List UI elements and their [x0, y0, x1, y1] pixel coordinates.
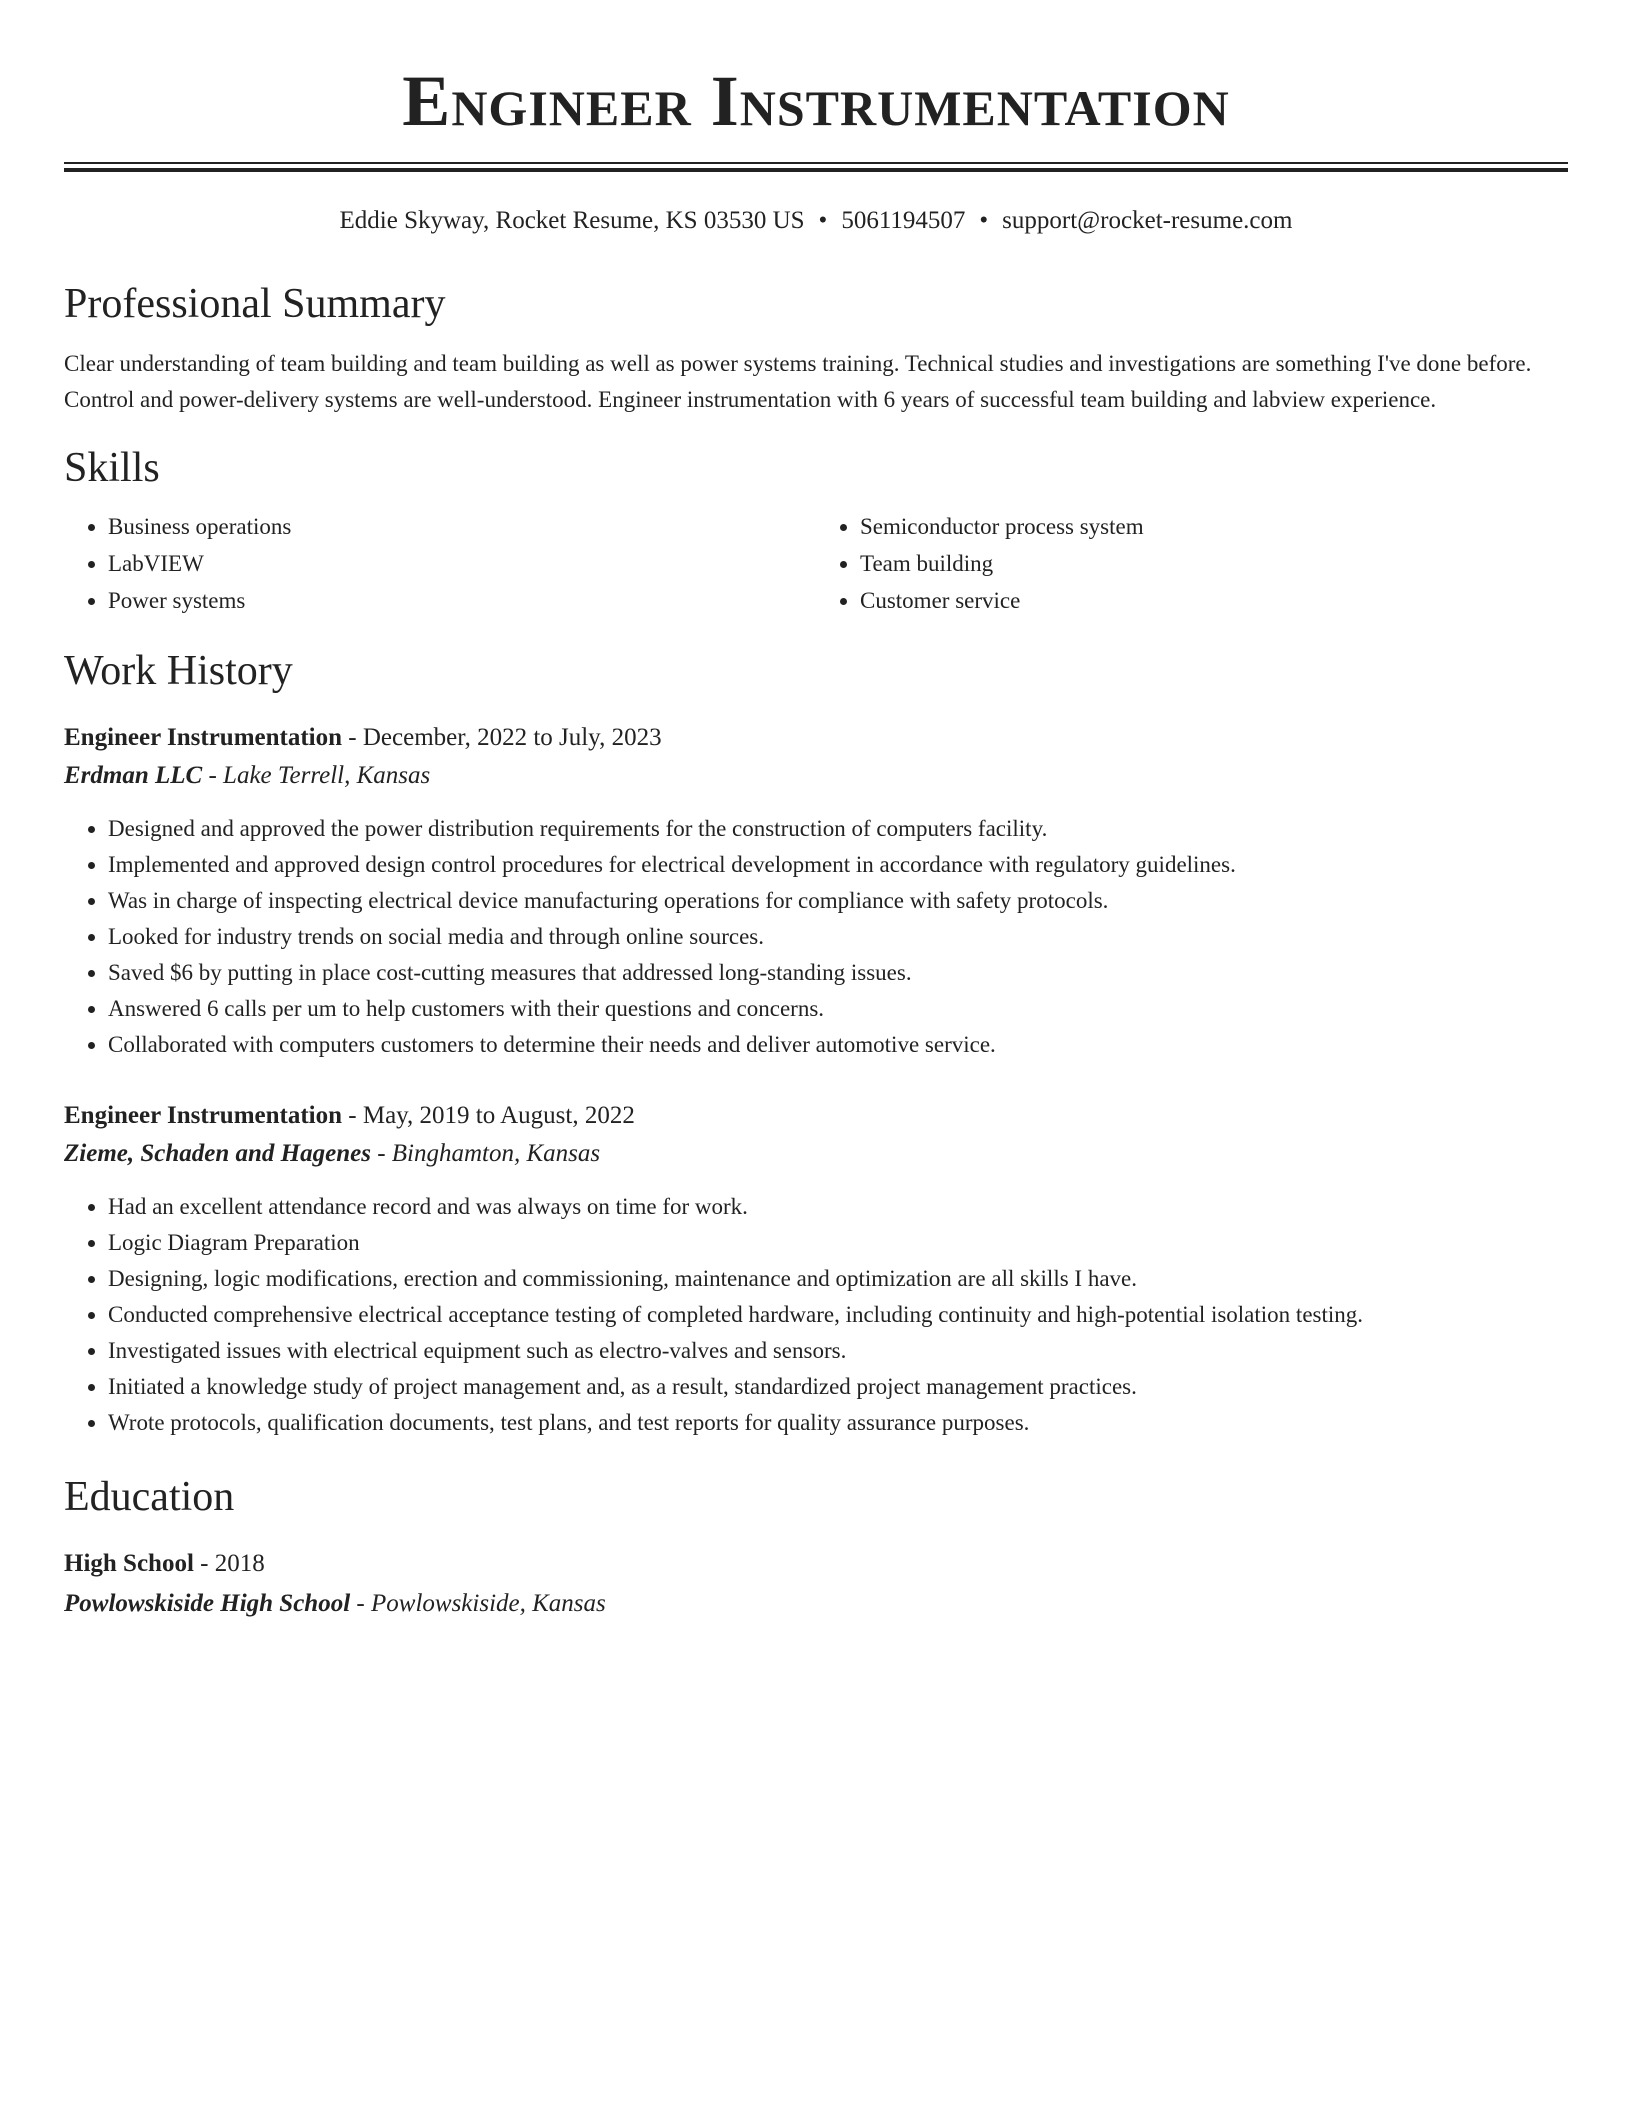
resume-page	[64, 0, 1568, 1623]
job-location: - Binghamton, Kansas	[370, 1140, 601, 1167]
skill-item: • Customer service	[860, 582, 1568, 619]
job-dates: - May, 2019 to August, 2022	[342, 1102, 635, 1129]
job-bullet: • Was in charge of inspecting electrical device manufacturing operations for compliance with safety protocols.	[108, 883, 1568, 919]
job-company-line	[64, 757, 1568, 795]
job-company-line	[64, 1135, 1568, 1173]
title-divider	[64, 162, 1568, 172]
job-bullet: • Implemented and approved design control procedures for electrical development in accordance with regulatory guidelines.	[108, 847, 1568, 883]
job-bullet: • Investigated issues with electrical equipment such as electro-valves and sensors.	[108, 1333, 1568, 1369]
section-heading-summary: Professional Summary	[64, 281, 446, 327]
education-school: Powlowskiside High School	[64, 1590, 351, 1617]
section-heading-work-history: Work History	[64, 648, 293, 694]
contact-separator: •	[818, 207, 828, 234]
contact-email: support@rocket-resume.com	[1002, 207, 1293, 234]
section-heading-education: Education	[64, 1474, 235, 1520]
skill-item: • Business operations	[108, 508, 816, 545]
skill-item: • Team building	[860, 545, 1568, 582]
education-school-line	[64, 1585, 1568, 1623]
job-title: Engineer Instrumentation	[64, 724, 343, 751]
job-bullet: • Saved $6 by putting in place cost-cutting measures that addressed long-standing issues.	[108, 955, 1568, 991]
job-title: Engineer Instrumentation	[64, 1102, 343, 1129]
job-bullets	[64, 811, 1568, 1063]
job-bullet: • Looked for industry trends on social media and through online sources.	[108, 919, 1568, 955]
contact-address: Eddie Skyway, Rocket Resume, KS 03530 US	[339, 207, 805, 234]
contact-line	[64, 204, 1568, 238]
job-bullet: • Had an excellent attendance record and was always on time for work.	[108, 1189, 1568, 1225]
skills-column-left	[64, 508, 816, 619]
job-location: - Lake Terrell, Kansas	[202, 762, 431, 789]
skill-item: • LabVIEW	[108, 545, 816, 582]
skill-item: • Semiconductor process system	[860, 508, 1568, 545]
job-bullet: • Designing, logic modifications, erection and commissioning, maintenance and optimization are all skills I have.	[108, 1261, 1568, 1297]
job-bullet: • Logic Diagram Preparation	[108, 1225, 1568, 1261]
job-bullet: • Wrote protocols, qualification documents, test plans, and test reports for quality assurance purposes.	[108, 1405, 1568, 1441]
job-bullet: • Initiated a knowledge study of project management and, as a result, standardized project management practices.	[108, 1369, 1568, 1405]
job-entry	[64, 719, 1568, 1063]
job-bullet: • Conducted comprehensive electrical acceptance testing of completed hardware, including continuity and high-potential isolation testing.	[108, 1297, 1568, 1333]
education-year: - 2018	[193, 1550, 265, 1577]
job-bullet: • Answered 6 calls per um to help customers with their questions and concerns.	[108, 991, 1568, 1027]
job-header	[64, 719, 1568, 757]
job-company: Zieme, Schaden and Hagenes	[64, 1140, 371, 1167]
education-location: - Powlowskiside, Kansas	[350, 1590, 606, 1617]
job-dates: - December, 2022 to July, 2023	[342, 724, 662, 751]
job-company: Erdman LLC	[64, 762, 203, 789]
contact-separator: •	[979, 207, 989, 234]
skill-item: • Power systems	[108, 582, 816, 619]
contact-phone: 5061194507	[841, 207, 966, 234]
job-bullet: • Collaborated with computers customers to determine their needs and deliver automotive service.	[108, 1027, 1568, 1063]
job-header	[64, 1097, 1568, 1135]
education-header	[64, 1545, 1568, 1583]
resume-title: Engineer Instrumentation	[402, 61, 1230, 141]
job-entry	[64, 1097, 1568, 1441]
skills-list	[64, 508, 1568, 619]
job-bullets	[64, 1189, 1568, 1441]
job-bullet: • Designed and approved the power distribution requirements for the construction of computers facility.	[108, 811, 1568, 847]
skills-column-right	[816, 508, 1568, 619]
summary-text: Clear understanding of team building and team building as well as power systems training. Technical studies and investigations are something I've done before. Control and power-delivery systems are well-understood. Engineer instrumentation with 6 years of successful team building and labview experience.	[64, 351, 1532, 412]
section-heading-skills: Skills	[64, 445, 160, 491]
education-degree: High School	[64, 1550, 194, 1577]
